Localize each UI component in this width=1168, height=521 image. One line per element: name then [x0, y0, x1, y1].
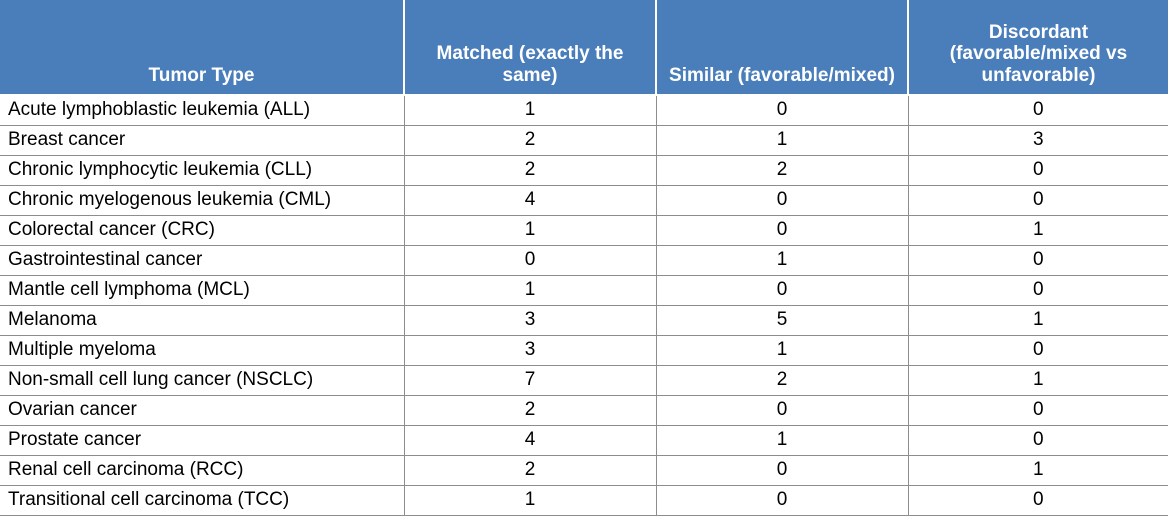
cell-similar: 0	[656, 186, 908, 216]
cell-discordant: 1	[908, 216, 1168, 246]
cell-matched: 2	[404, 126, 656, 156]
cell-tumor-type: Colorectal cancer (CRC)	[0, 216, 404, 246]
cell-matched: 2	[404, 396, 656, 426]
column-header-matched: Matched (exactly the same)	[404, 0, 656, 95]
cell-discordant: 0	[908, 156, 1168, 186]
cell-tumor-type: Acute lymphoblastic leukemia (ALL)	[0, 95, 404, 126]
cell-similar: 2	[656, 366, 908, 396]
cell-tumor-type: Breast cancer	[0, 126, 404, 156]
cell-matched: 1	[404, 276, 656, 306]
table-row	[0, 336, 1168, 366]
table-row	[0, 186, 1168, 216]
cell-discordant: 1	[908, 306, 1168, 336]
cell-matched: 0	[404, 246, 656, 276]
cell-similar: 0	[656, 486, 908, 516]
cell-discordant: 0	[908, 396, 1168, 426]
cell-tumor-type: Chronic lymphocytic leukemia (CLL)	[0, 156, 404, 186]
cell-discordant: 0	[908, 276, 1168, 306]
cell-discordant: 1	[908, 456, 1168, 486]
column-header-tumor-type: Tumor Type	[0, 0, 404, 95]
cell-discordant: 0	[908, 246, 1168, 276]
cell-tumor-type: Renal cell carcinoma (RCC)	[0, 456, 404, 486]
table-row	[0, 95, 1168, 126]
cell-discordant: 0	[908, 95, 1168, 126]
cell-tumor-type: Chronic myelogenous leukemia (CML)	[0, 186, 404, 216]
cell-similar: 0	[656, 216, 908, 246]
table-row	[0, 396, 1168, 426]
cell-matched: 1	[404, 486, 656, 516]
table-row	[0, 126, 1168, 156]
column-header-similar: Similar (favorable/mixed)	[656, 0, 908, 95]
cell-similar: 1	[656, 246, 908, 276]
table-row	[0, 156, 1168, 186]
cell-tumor-type: Multiple myeloma	[0, 336, 404, 366]
cell-matched: 3	[404, 336, 656, 366]
table-row	[0, 366, 1168, 396]
cell-matched: 2	[404, 156, 656, 186]
table-row	[0, 216, 1168, 246]
cell-matched: 7	[404, 366, 656, 396]
cell-tumor-type: Prostate cancer	[0, 426, 404, 456]
table-row	[0, 456, 1168, 486]
cell-similar: 1	[656, 426, 908, 456]
cell-discordant: 0	[908, 486, 1168, 516]
cell-matched: 1	[404, 216, 656, 246]
cell-tumor-type: Gastrointestinal cancer	[0, 246, 404, 276]
cell-discordant: 3	[908, 126, 1168, 156]
table-row	[0, 276, 1168, 306]
cell-similar: 5	[656, 306, 908, 336]
cell-matched: 3	[404, 306, 656, 336]
table-row	[0, 486, 1168, 516]
table-row	[0, 306, 1168, 336]
cell-matched: 4	[404, 426, 656, 456]
cell-similar: 0	[656, 456, 908, 486]
table-row	[0, 246, 1168, 276]
table-row	[0, 426, 1168, 456]
cell-tumor-type: Transitional cell carcinoma (TCC)	[0, 486, 404, 516]
cell-matched: 4	[404, 186, 656, 216]
cell-discordant: 0	[908, 336, 1168, 366]
cell-tumor-type: Non-small cell lung cancer (NSCLC)	[0, 366, 404, 396]
cell-discordant: 0	[908, 186, 1168, 216]
column-header-discordant: Discordant (favorable/mixed vs unfavorable)	[908, 0, 1168, 95]
cell-matched: 1	[404, 95, 656, 126]
table-body	[0, 95, 1168, 516]
table-header	[0, 0, 1168, 95]
cell-discordant: 0	[908, 426, 1168, 456]
cell-matched: 2	[404, 456, 656, 486]
cell-tumor-type: Ovarian cancer	[0, 396, 404, 426]
cell-similar: 0	[656, 396, 908, 426]
header-row	[0, 0, 1168, 95]
cell-similar: 1	[656, 126, 908, 156]
cell-similar: 2	[656, 156, 908, 186]
cell-similar: 1	[656, 336, 908, 366]
cell-similar: 0	[656, 95, 908, 126]
cell-discordant: 1	[908, 366, 1168, 396]
cell-tumor-type: Melanoma	[0, 306, 404, 336]
cell-tumor-type: Mantle cell lymphoma (MCL)	[0, 276, 404, 306]
cell-similar: 0	[656, 276, 908, 306]
